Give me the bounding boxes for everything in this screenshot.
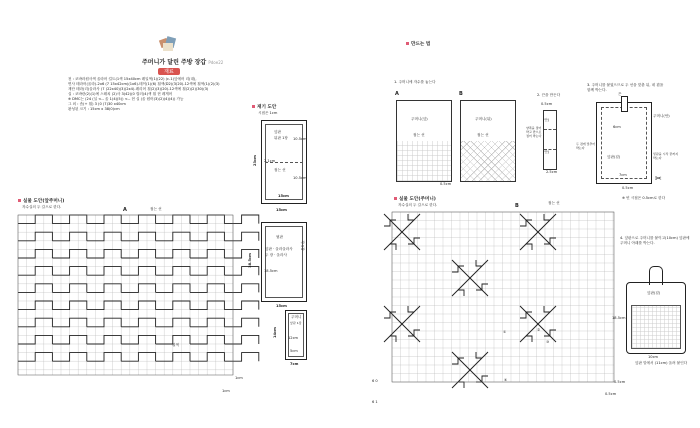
pattern-a-side-label: 흰색	[172, 343, 179, 347]
pattern-b-mark: ④	[504, 378, 508, 382]
step1-box-a	[396, 100, 452, 182]
pattern-b-mark: ②	[537, 328, 541, 332]
cut-piece-side: 각 1장	[300, 240, 305, 251]
cut-piece-fold: 접는 선	[274, 168, 286, 172]
step3-label: 주머니(안)	[653, 114, 670, 118]
step4-note: 앞판 밑에서 (11cm) 올려 붙인다	[635, 361, 688, 365]
cut-piece-sub: 앞판 1장	[290, 321, 302, 325]
dim-label: 15cm	[276, 304, 287, 308]
step2-note: 양쪽을 접어 박고 반으로 접어 박는다	[526, 126, 542, 138]
pattern-a-fold: 접는 선	[150, 207, 162, 211]
pattern-a-heading: 실물 도안(앞주머니)	[18, 198, 64, 204]
step3-label: 앞판(겉)	[607, 155, 621, 159]
cut-piece-label: 앞판	[274, 130, 281, 134]
dim-label: 15cm	[276, 208, 287, 212]
materials-list	[68, 77, 258, 112]
materials-line: ※ DMC는 (24 (실 <-- 올 1(4)(5)) <-- 현 실 (올 원어(3)(2)(4)(4)) 가능	[68, 97, 184, 101]
pattern-a-letter: A	[123, 207, 127, 213]
pattern-b-scale: 0.5cm	[614, 380, 626, 384]
step4-text: 4. 앞판으로 주머니를 붙이고(10cm) 앞판에 주머니 아래를 박는다.	[620, 236, 690, 245]
step2-label: (안)	[543, 150, 550, 154]
step2-label: 0.5cm	[541, 102, 553, 106]
dim-label: 18.5cm	[264, 269, 278, 273]
swatch-graphic	[159, 36, 177, 52]
cut-piece-sub: 앞판 · 올라올라사	[265, 247, 293, 251]
step1-text: 1. 주머니에 자수를 놓는다	[394, 80, 436, 84]
step4-label: 10cm	[648, 355, 659, 359]
step3-note: ※ 빈 시접은 0.5cm로 한다	[622, 196, 666, 200]
dim-label: 14cm	[272, 327, 277, 338]
box-a-letter: A	[395, 91, 399, 97]
dim-label: 38.5cm	[247, 253, 252, 268]
pattern-b-fold: 접는 선	[548, 201, 560, 205]
materials-line: 재단 테라(리)올라사 (7 (22x40)(3)(2x4)-레리어 흰(2)(3)(20)-12색에 흰(2)(2)(30)(3)	[68, 87, 209, 91]
cut-piece-label: 주머니	[291, 315, 302, 319]
pattern-a-scale-v: 1cm	[235, 376, 243, 380]
step1-box-b	[460, 100, 516, 182]
cut-piece-front	[261, 120, 307, 204]
cut-piece-back	[261, 222, 307, 302]
fabric-swatch-image	[159, 36, 177, 52]
materials-line: 천 : 코바라원사색 올라어 킬트(1색 15x40cm 레일색(1)(22) (c-1)앞에어 리(대),	[68, 77, 197, 81]
step3-text: 3. 주머니를 붙였으므로 두 선을 맞춘 뒤, 네 겹을 함께 박는다.	[587, 83, 664, 92]
materials-badge: 재료	[158, 68, 180, 75]
dim-label: 7cm	[290, 362, 299, 366]
cut-diagram-heading: 재기 도안	[252, 104, 276, 110]
page-title: 주머니가 달린 주방 장갑 Pdoe22	[142, 59, 224, 66]
dim-label: 10.5cm	[293, 137, 307, 141]
box-label: 주머니(앞)	[411, 117, 428, 121]
pattern-a-note: 자수실의 두 갈으로 한다.	[22, 205, 62, 209]
pattern-b-grid	[392, 212, 614, 382]
step3-label: 밑판을 시작 끝까지 박는다	[653, 152, 679, 160]
step4-label: 18.5cm	[612, 316, 626, 320]
dim-label: 23cm	[252, 155, 257, 166]
box-fold: 접는 선	[413, 133, 425, 137]
dim-label: 5cm	[290, 349, 298, 353]
dim-label: 12cm	[288, 336, 299, 340]
step2-text: 2. 끈을 만든다	[537, 93, 561, 97]
pattern-b-letter: B	[515, 203, 519, 209]
step3-label: 7cm	[619, 173, 627, 177]
step2-label: 2.5cm	[546, 170, 558, 174]
materials-line: 면사 테라어(올라)-2x6 (7 15x42cm)(1x6)-테이(1)(6) 흰색(D2)(3(20)-12색에 흰색(1)(2)(3)	[68, 82, 220, 86]
dim-label: 0.5cm	[440, 182, 452, 186]
scissors-icon: ✂	[655, 174, 662, 183]
pattern-b-scale: 0.5cm	[605, 392, 617, 396]
step4-drawing	[626, 282, 686, 354]
strap-loop	[649, 266, 663, 285]
pattern-b-note: 자수실의 두 갈으로 한다.	[398, 203, 438, 207]
step3-drawing	[596, 102, 652, 184]
cut-piece-pocket	[285, 310, 307, 360]
step2-label: (안)	[543, 118, 550, 122]
page-number-left: 6 0	[372, 379, 378, 383]
pattern-a-scale-h: 1cm	[222, 389, 230, 393]
cut-piece-sub: 뒤판 1장	[274, 136, 288, 140]
box-fold: 접는 선	[477, 133, 489, 137]
dim-label: 2.1cm	[264, 159, 276, 163]
step3-label: 두 겹에 맞추어 박는다	[576, 142, 596, 150]
cut-piece-label: 뒷판	[276, 235, 283, 239]
dim-label: 10.5cm	[293, 176, 307, 180]
title-code: Pdoe22	[208, 60, 224, 65]
pattern-a-grid	[18, 215, 233, 375]
step4-label: 앞판(겉)	[647, 291, 661, 295]
cut-piece-sub: 두 장 · 올라사	[265, 253, 287, 257]
materials-line: 완성된 크기 : 15cm x 38(0)cm	[68, 107, 120, 111]
step3-label: 끈	[618, 92, 622, 96]
howto-heading: 만드는 법	[406, 41, 430, 47]
materials-line: 실 : 코바란(2)(1)에 스테치 (2)사 3(42)(0 컬러(4)색 흰 현 레게어	[68, 92, 173, 96]
cut-diagram-note: 시접은 1cm	[258, 111, 278, 115]
dim-label: 15cm	[278, 194, 289, 198]
pattern-b-heading: 실물 도안(주머니)	[394, 196, 436, 202]
page-number-right: 6 1	[372, 400, 378, 404]
pattern-b-mark: ③	[546, 340, 550, 344]
step3-label: 6cm	[613, 125, 621, 129]
box-label: 주머니(뒤)	[475, 117, 492, 121]
pattern-b-mark: ①	[503, 330, 507, 334]
box-b-letter: B	[459, 91, 463, 97]
materials-line: 그 외 : 솜(+ 흰) 3 (0 (7)30 x40cm	[68, 102, 126, 106]
step3-label: 0.5cm	[622, 186, 634, 190]
